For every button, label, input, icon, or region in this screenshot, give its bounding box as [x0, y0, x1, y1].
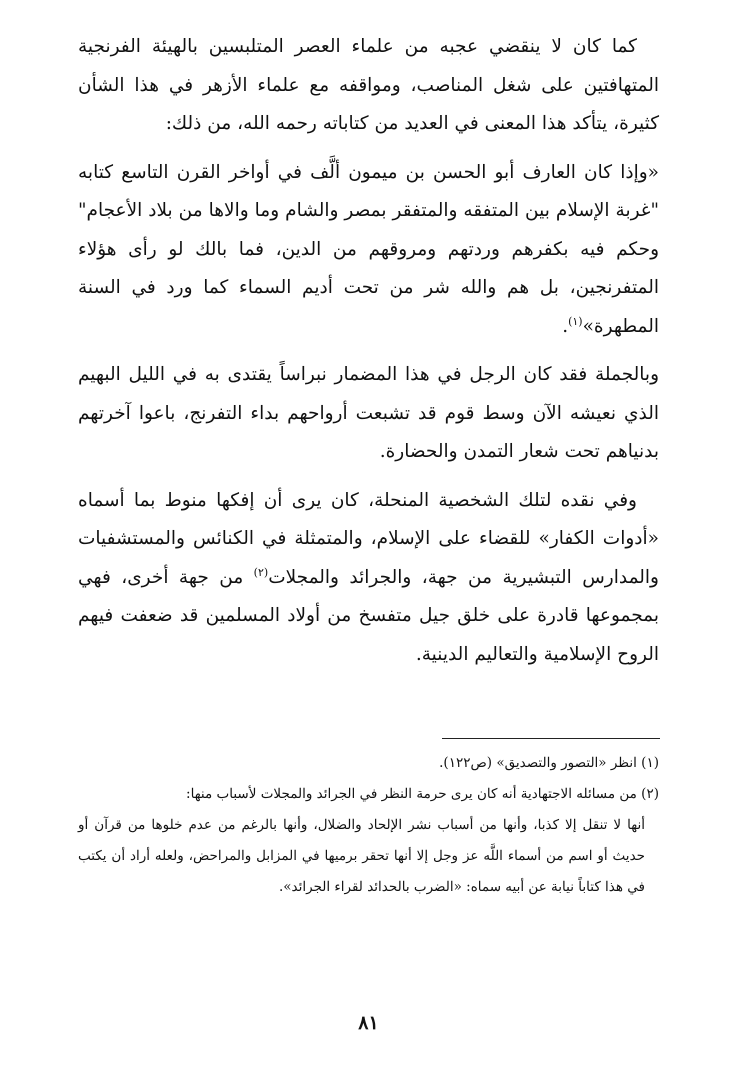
paragraph-4-part-b: من جهة أخرى، فهي بمجموعها قادرة على خلق جيل متفسخ من أولاد المسلمين قد ضعفت فيهم الروح الإسلامية والتعاليم الدينية.	[78, 566, 659, 665]
footnote-2-body: أنها لا تنقل إلا كذبا، وأنها من أسباب نشر الإلحاد والضلال، وأنها بالرغم من عدم خلوها من قرآن أو حديث أو اسم من أسماء اللَّه عز وجل إلا أنها تحقر برميها في المزابل والمراحض، ولعله أراد أن يكتب في هذا كتاباً نيابة عن أبيه سماه: «الضرب بالحدائد لقراء الجرائد».	[78, 817, 645, 895]
paragraph-3: وبالجملة فقد كان الرجل في هذا المضمار نبراساً يقتدى به في الليل البهيم الذي نعيشه الآن وسط قوم قد تشبعت أرواحهم بداء التفرنج، باعوا آخرتهم بدنياهم تحت شعار التمدن والحضارة.	[78, 364, 659, 462]
paragraph-4-part-a: وفي نقده لتلك الشخصية المنحلة، كان يرى أن إفكها منوط بما أسماه «أدوات الكفار» للقضاء على الإسلام، والمتمثلة في الكنائس والمستشفيات والمدارس التبشيرية من جهة، والجرائد والمجلات	[78, 489, 659, 588]
footnote-divider	[442, 738, 660, 739]
footnote-2-head: (٢) من مسائله الاجتهادية أنه كان يرى حرمة النظر في الجرائد والمجلات لأسباب منها:	[186, 786, 659, 802]
paragraph-1: كما كان لا ينقضي عجبه من علماء العصر المتلبسين بالهيئة الفرنجية المتهافتين على شغل المناصب، ومواقفه مع علماء الأزهر في هذا الشأن كثيرة، يتأكد هذا المعنى في العديد من كتاباته رحمه الله، من ذلك:	[78, 36, 659, 134]
paragraph-4	[78, 482, 659, 675]
main-text	[78, 28, 659, 674]
quote-end: .	[562, 315, 569, 337]
footnote-ref-2[interactable]: (٢)	[253, 565, 269, 579]
page-number: ٨١	[358, 1012, 379, 1034]
quote-text: «وإذا كان العارف أبو الحسن بن ميمون ألَّف في أواخر القرن التاسع كتابه "غربة الإسلام بين المتفقه والمتفقر بمصر والشام وما والاها من بلاد الأعجام" وحكم فيه بكفرهم وردتهم ومروقهم من الدين، فما بالك لو رأى هؤلاء المتفرنجين، بل هم والله شر من تحت أديم السماء كما ورد في السنة المطهرة»	[78, 161, 659, 337]
footnote-1: (١) انظر «التصور والتصديق» (ص١٢٢).	[439, 755, 659, 771]
footnote-ref-1[interactable]: (١)	[568, 314, 583, 328]
paragraph-2-quote	[78, 154, 659, 347]
footnotes	[78, 748, 659, 903]
